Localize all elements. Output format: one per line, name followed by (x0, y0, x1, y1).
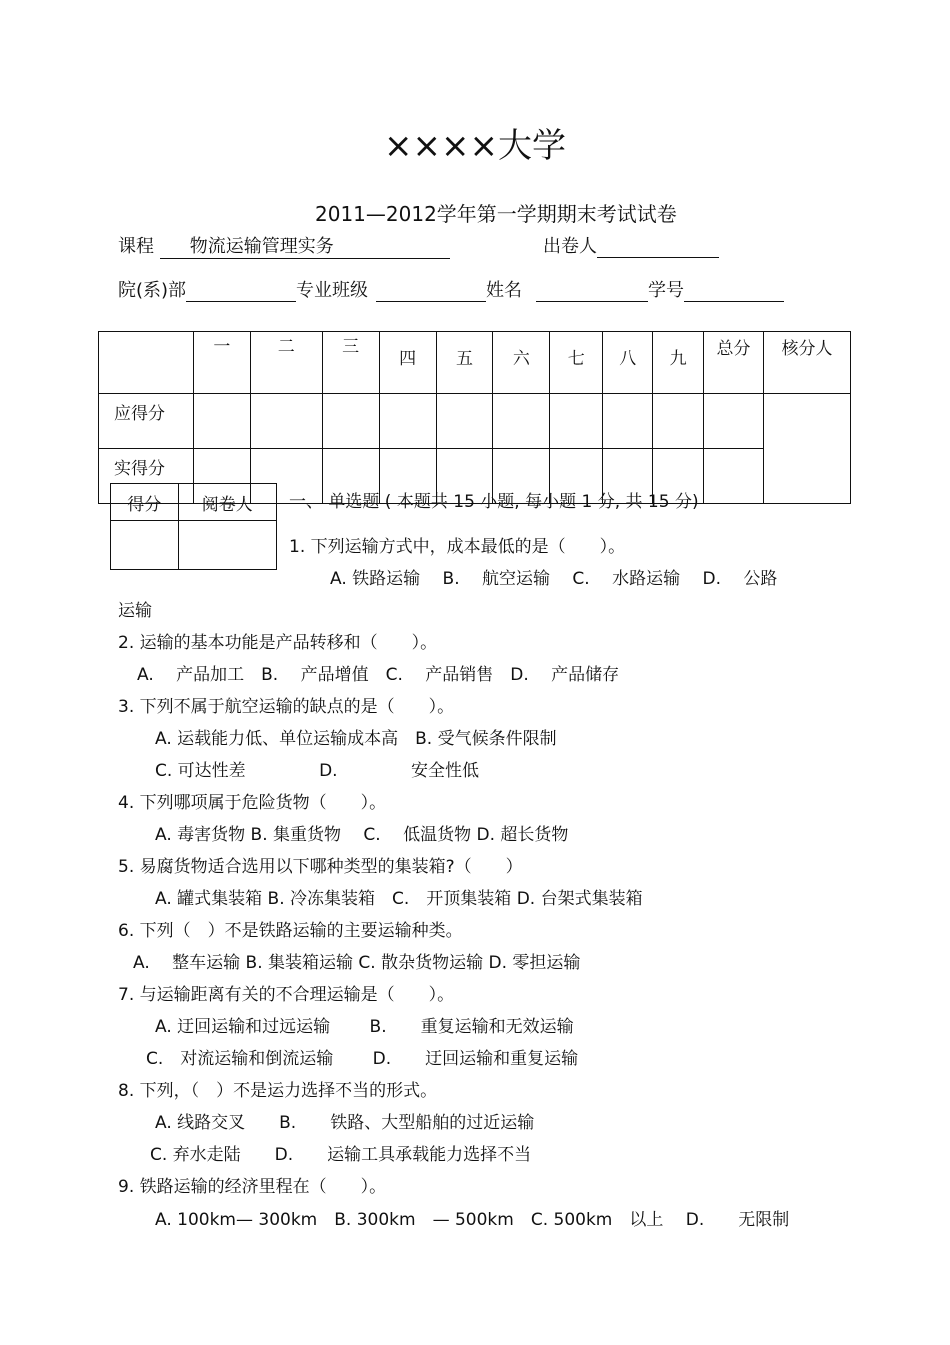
col-header: 二 (250, 332, 322, 394)
col-header: 九 (653, 332, 704, 394)
student-info-line (118, 276, 784, 302)
col-header-total: 总分 (704, 332, 764, 394)
score-header-row (99, 332, 851, 394)
grader-score-label: 得分 (111, 484, 179, 521)
question-stem: 8. 下列，（ ）不是运力选择不当的形式。 (118, 1081, 438, 1101)
col-header: 八 (603, 332, 653, 394)
row-label: 实得分 (99, 449, 194, 504)
question-options-wrap: 运输 (118, 601, 152, 621)
setter-blank[interactable] (597, 235, 719, 258)
col-header: 三 (322, 332, 379, 394)
col-header: 四 (379, 332, 436, 394)
question-stem: 4. 下列哪项属于危险货物（ ）。 (118, 793, 387, 813)
score-cell[interactable] (704, 449, 764, 504)
question-options: A. 迂回运输和过远运输 B. 重复运输和无效运输 (155, 1017, 574, 1037)
section-title: 一、 单选题 ( 本题共 15 小题, 每小题 1 分, 共 15 分) (289, 492, 699, 512)
question-stem: 5. 易腐货物适合选用以下哪种类型的集装箱?（ ） (118, 857, 523, 877)
question-options: A. 整车运输 B. 集装箱运输 C. 散杂货物运输 D. 零担运输 (133, 953, 581, 973)
score-cell[interactable] (250, 394, 322, 449)
row-label: 应得分 (99, 394, 194, 449)
grader-score-cell[interactable] (111, 521, 179, 570)
question-options: A. 产品加工 B. 产品增值 C. 产品销售 D. 产品储存 (137, 665, 620, 685)
score-cell[interactable] (550, 394, 603, 449)
question-stem: 1. 下列运输方式中，成本最低的是（ ）。 (289, 537, 626, 557)
question-options: C. 弃水走陆 D. 运输工具承载能力选择不当 (150, 1145, 532, 1165)
score-row-expected (99, 394, 851, 449)
question-stem: 6. 下列（ ）不是铁路运输的主要运输种类。 (118, 921, 463, 941)
exam-title: ××××大学 (384, 126, 566, 166)
major-label: 专业班级 (296, 280, 369, 301)
question-stem: 7. 与运输距离有关的不合理运输是（ ）。 (118, 985, 455, 1005)
question-options: A. 铁路运输 B. 航空运输 C. 水路运输 D. 公路 (330, 569, 778, 589)
dept-blank[interactable] (186, 279, 296, 302)
score-cell[interactable] (704, 394, 764, 449)
score-cell[interactable] (379, 394, 436, 449)
question-options: C. 对流运输和倒流运输 D. 迂回运输和重复运输 (146, 1049, 579, 1069)
dept-label: 院(系)部 (118, 280, 187, 301)
col-header: 一 (193, 332, 250, 394)
major-blank[interactable] (376, 279, 486, 302)
score-table (98, 331, 851, 504)
col-header: 七 (550, 332, 603, 394)
score-cell[interactable] (653, 394, 704, 449)
col-header-checker: 核分人 (764, 332, 851, 394)
question-stem: 9. 铁路运输的经济里程在（ ）。 (118, 1177, 387, 1197)
col-header: 五 (436, 332, 493, 394)
id-blank[interactable] (684, 279, 784, 302)
grader-box (110, 483, 277, 570)
grader-reviewer-cell[interactable] (178, 521, 276, 570)
score-cell[interactable] (322, 394, 379, 449)
course-label: 课程 (118, 236, 154, 257)
question-options: A. 毒害货物 B. 集重货物 C. 低温货物 D. 超长货物 (155, 825, 569, 845)
name-label: 姓名 (486, 280, 523, 301)
setter-label: 出卷人 (543, 236, 597, 257)
checker-cell[interactable] (764, 394, 851, 504)
score-corner-cell (99, 332, 194, 394)
id-label: 学号 (648, 280, 685, 301)
question-options: A. 线路交叉 B. 铁路、大型船舶的过近运输 (155, 1113, 535, 1133)
score-cell[interactable] (493, 394, 550, 449)
course-line (118, 232, 450, 259)
exam-subtitle: 2011—2012学年第一学期期末考试试卷 (315, 202, 677, 226)
question-stem: 2. 运输的基本功能是产品转移和（ ）。 (118, 633, 438, 653)
score-cell[interactable] (603, 394, 653, 449)
name-blank[interactable] (536, 279, 648, 302)
question-stem: 3. 下列不属于航空运输的缺点的是（ ）。 (118, 697, 455, 717)
question-options: A. 罐式集装箱 B. 冷冻集装箱 C. 开顶集装箱 D. 台架式集装箱 (155, 889, 643, 909)
score-cell[interactable] (193, 394, 250, 449)
score-cell[interactable] (436, 394, 493, 449)
grader-reviewer-label: 阅卷人 (178, 484, 276, 521)
question-options: A. 100km— 300km B. 300km — 500km C. 500km 以上 D. 无限制 (155, 1210, 790, 1230)
setter-line (543, 232, 719, 258)
col-header: 六 (493, 332, 550, 394)
question-options: A. 运载能力低、单位运输成本高 B. 受气候条件限制 (155, 729, 557, 749)
question-options: C. 可达性差 D. 安全性低 (155, 761, 479, 781)
course-value: 物流运输管理实务 (160, 232, 450, 259)
